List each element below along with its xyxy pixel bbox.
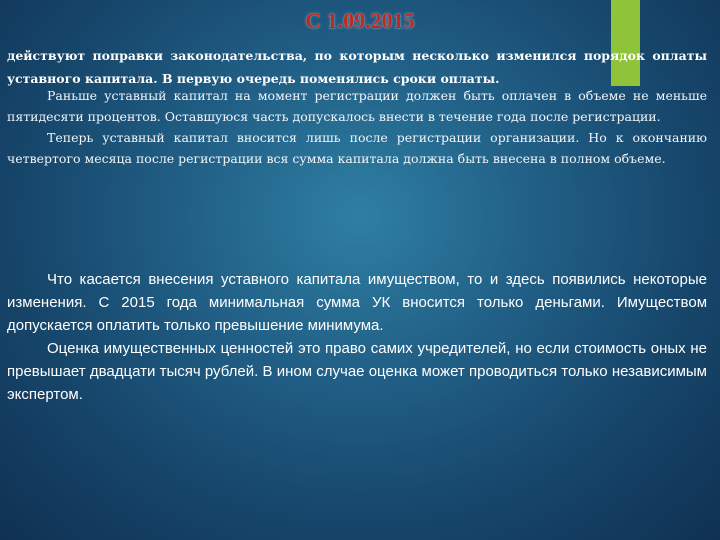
paragraph-property-contribution: Что касается внесения уставного капитала имуществом, то и здесь появились некоторые изменения. С 2015 года минимальная сумма УК вносится только деньгами. Имуществом допускается оплатить только превышение минимума.	[7, 271, 707, 334]
paragraph-valuation: Оценка имущественных ценностей это право самих учредителей, но если стоимость оных не превышает двадцати тысяч рублей. В ином случае оценка может проводиться только независимым экспертом.	[7, 340, 707, 403]
paragraph-before: Раньше уставный капитал на момент регистрации должен быть оплачен в объеме не меньше пятидесяти процентов. Оставшуюся часть допускалось внести в течение года после регистрации.	[7, 88, 707, 124]
page-title: С 1.09.2015	[305, 8, 415, 33]
intro-block	[7, 44, 707, 90]
intro-paragraph: действуют поправки законодательства, по которым несколько изменился порядок оплаты уставного капитала. В первую очередь поменялись сроки оплаты.	[7, 48, 707, 86]
paragraph-now: Теперь уставный капитал вносится лишь после регистрации организации. Но к окончанию четвертого месяца после регистрации вся сумма капитала должна быть внесена в полном объеме.	[7, 130, 707, 166]
top-text-block	[7, 85, 707, 169]
bottom-text-block	[7, 268, 707, 406]
